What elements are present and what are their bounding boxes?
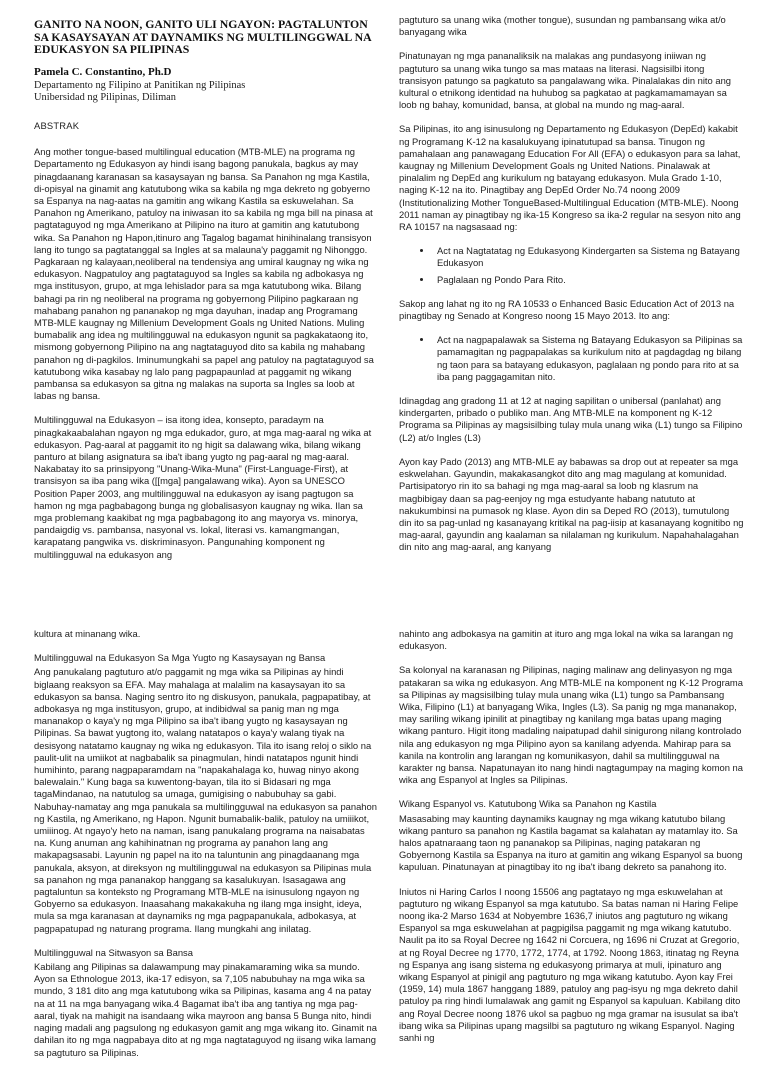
abstract-heading: ABSTRAK (34, 119, 80, 131)
affiliation-department: Departamento ng Filipino at Panitikan ng Pilipinas (34, 79, 246, 91)
body-paragraph: pagtuturo sa unang wika (mother tongue), susundan ng pambansang wika at/o banyagang wika (399, 14, 726, 38)
page1-left-column (34, 18, 379, 573)
list-item: • Act na Nagtatatag ng Edukasyong Kindergarten sa Sistema ng Batayang Edukasyon (433, 245, 744, 269)
page2-left-column (34, 628, 379, 1071)
bullet-list (399, 334, 744, 383)
body-paragraph: Masasabing may kaunting daynamiks kaugnay ng mga wikang katutubo bilang wikang panturo sa panahon ng Kastila bagamat sa kalahatan ay matamlay ito. Sa halos apatnaraang taon ng pananakop sa Pilipinas, naging patakaran ng Gobyernong Kastila sa Espanya na ituro at gamitin ang wikang Espanyol sa buong kapuluan. Pinatunayan at pinagtibay ito ng iba't ibang dekreto sa panahong ito. (399, 812, 743, 873)
body-paragraph: Pinatunayan ng mga pananaliksik na malakas ang pundasyong iniiwan ng pagtuturo sa unang wika tungo sa mas mataas na literasi. Nagsisilbi itong transisyon patungo sa pagkatuto sa pangalawang wika. Pinalalakas din nito ang kultural o etnikong identidad na huhubog sa pagkatao at pagkamamamayan sa loob ng bahay, komunidad, bansa, at global na mundo ng mag-aaral. (399, 50, 731, 111)
body-paragraph: Ang panukalang pagtuturo at/o paggamit ng mga wika sa Pilipinas ay hindi biglaang reaksyon sa EFA. May mahalaga at malalim na kasaysayan ito sa edukasyon sa bansa. Naging sentro ito ng diskusyon, panukala, pagpapatibay, at adbokasya ng mga institusyon, grupo, at indibidwal sa panig man ng mga mananakop o kaya'y ng mga Pilipino sa iba't ibang yugto ng kasaysayan ng Pilipinas. Sa bawat yugtong ito, walang natatapos o kaya'y walang tiyak na desisyong natatamo kaugnay ng wika ng edukasyon. Tila ito isang reloj o siklo na paulit-ulit na umiikot at nagbabalik sa pinagmulan, hindi natatapos ngunit hindi humihinto, parang nagpaparamdam na "napakahalaga ko, huwag ninyo akong balewalain." Kung baga sa kuwentong-bayan, tila ito si Bidasari ng mga tagaMindanao, na natutulog sa umaga, gumigising o nabubuhay sa gabi. Nabuhay-namatay ang mga panukala sa multilingguwal na edukasyon sa panahon ng Kastila, ng Amerikano, ng Hapon. Ngunit bumabalik-balik, patuloy na umiiikot, umiiinog. At ngayo'y heto na naman, isang panukalang programa na naisabatas na. Kung anuman ang kahihinatnan ng programa ay panahon lang ang makapagsasabi. Layunin ng papel na ito na taluntunin ang pinagdaanang mga panukala, aksyon, at direksyon ng multilingguwal na edukasyon sa Pilipinas mula sa panahon ng mga pananakop hanggang sa kasalukuyan. Isasagawa ang pagtaluntun sa konteksto ng Programang MTB-MLE na isinusulong ngayon ng Gobyerno sa edukasyon. Inaasahang makakakuha ng ilang mga insight, ideya, mula sa mga karanasan at daynamiks ng mga pagpapanukala, adbokasya, at pagpapatupad ng naturang programa. Ilang mungkahi ang inilatag. (34, 666, 377, 934)
continued-text: kultura at minanang wika. (34, 628, 141, 639)
body-paragraph: Multilingguwal na Edukasyon – isa itong idea, konsepto, paradaym na pinagkakaabalahan ngayon ng mga edukador, guro, at mga mag-aaral ng wika at edukasyon. Pag-aaral at paggamit ito ng higit sa dalawang wika, bilang wikang panturo at bilang asignatura sa iba't ibang yugto ng pag-aaral ng mag-aaral. Nakabatay ito sa prinsipyong "Unang-Wika-Muna" (First-Language-First), at transisyon sa iba pang wika ([[mga] pangalawang wika). Ayon sa UNESCO Position Paper 2003, ang multilingguwal na edukasyon ay isang pagtugon sa hamon ng mga pagbabagong bunga ng globalisasyon kaugnay ng wika. Ilan sa mga problemang kaakibat ng mga pagbabagong ito ang mayorya vs. minorya, pandaigdig vs. pambansa, nasyonal vs. lokal, literasi vs. kamangmangan, karapatang pangwika vs. diskriminasyon. Pangunahing komponent ng multilingguwal na edukasyon ang (34, 414, 372, 560)
affiliation-university: Unibersidad ng Pilipinas, Diliman (34, 91, 176, 103)
abstract-paragraph: Ang mother tongue-based multilingual education (MTB-MLE) na programa ng Departamento ng Edukasyon ay hindi isang bagong panukala, bagkus ay may pinagdaanang karanasan sa kasaysayan ng bansa. Sa Panahon ng mga Kastila, di-opisyal na ginamit ang katutubong wika sa kabila ng mga dekreto ng gobyerno sa Espanya na nag-aatas na gamitin ang wikang Kastila sa eskuwelahan. Sa Panahon ng Amerikano, patuloy na iniwasan ito sa kabila ng mga bill na pinasa at pagtataguyod ng mga Amerikano at Pilipino na ituro at gamitin ang katutubong wika. Sa Panahon ng Hapon,itinuro ang Tagalog bagamat hinihinalang transisyon lang ito tungo sa pagtatanggal sa Ingles at sa malauna'y paggamit ng Nihonggo. Pagkaraan ng kalayaan,neoliberal na tendensiya ang umiral kaugnay ng wika ng edukasyon. Nagpatuloy ang pagtataguyod sa Ingles sa kabila ng adbokasya ng mga institusyon, grupo, at mga lehislador para sa mga katutubong wika. Bilang bahagi pa rin ng neoliberal na programa ng gobyernong Pilipino pagkaraan ng mahabang panahon ng pananakop ng mga dayuhan, inadap ang Programang MTB-MLE kaugnay ng Millenium Development Goals ng United Nations. Muling bumabalik ang idea ng multilingguwal na edukasyon ngunit sa pagkakataong ito, mismong gobyernong Pilipino na ang nagtataguyod dito sa kabila ng mahabang panahon ng di-pagkilos. Iminumungkahi sa papel ang patuloy na pagtataguyod sa katutubong wika kasabay ng lalo pang pagpapaunlad at paggamit ng wikang pambansa sa edukasyon sa gitna ng malakas na suporta sa Ingles sa loob at labas ng bansa. (34, 146, 374, 402)
list-item: • Paglalaan ng Pondo Para Rito. (433, 274, 744, 286)
section-heading: Wikang Espanyol vs. Katutubong Wika sa Panahon ng Kastila (399, 798, 657, 810)
paper-title: GANITO NA NOON, GANITO ULI NGAYON: PAGTALUNTON SA KASAYSAYAN AT DAYNAMIKS NG MULTILINGGWAL NA EDUKASYON SA PILIPINAS (34, 17, 371, 57)
list-item: • Act na nagpapalawak sa Sistema ng Batayang Edukasyon sa Pilipinas sa pamamagitan ng pagpapalakas sa kurikulum nito at pagdagdag ng bilang ng taon para sa batayang edukasyon, paglalaan ng pondo para rito at sa iba pang paggagamitan nito. (433, 334, 744, 383)
page-2 (0, 620, 768, 1058)
body-paragraph: Sa Pilipinas, ito ang isinusulong ng Departamento ng Edukasyon (DepEd) kakabit ng Programang K-12 na kasalukuyang ipinatutupad sa bansa. Tinugon ng pamahalaan ang panawagang Education For All (EFA) o edukasyon para sa lahat, kaugnay ng Millenium Development Goals ng United Nations. Pinalawak at pinalalim ng DepEd ang kurikulum ng batayang edukasyon. Mula Grado 1-10, naging K-12 na ito. Pinagtibay ang DepEd Order No.74 noong 2009 (Institutionalizing Mother TongueBased-Multilingual Education (MTB-MLE). Noong 2011 naman ay pinagtibay ng ika-15 Kongreso sa ika-2 regular na sesyon nito ang RA 10157 na nagsasaad ng: (399, 123, 741, 233)
author-name: Pamela C. Constantino, Ph.D (34, 65, 172, 78)
body-paragraph: Sa kolonyal na karanasan ng Pilipinas, naging malinaw ang delinyasyon ng mga patakaran sa wika ng edukasyon. Ang MTB-MLE na komponent ng K-12 Programa sa Pilipinas ay magsisilbing tulay mula unang wika (L1) tungo sa Pambansang Wika, Filipino (L1) at banyagang Wika, Ingles (L3). Sa panig ng mga mananakop, may sariling wikang ipinilit at pinagtibay ng kanilang mga batas upang maging wikang panturo. Higit itong madaling naipatupad dahil sinigurong nilang kontrolado nila ang edukasyon ng mga Pilipino ayon sa kanilang adyenda. Mahirap para sa kanila na kontrolin ang larangan ng komunikasyon, dahil sa multilingguwal na karakter ng bansa. Napatunayan ito nang hindi nagtagumpay na maging komon na wika ang Espanyol at Ingles sa Pilipinas. (399, 664, 743, 786)
body-paragraph: Ayon kay Pado (2013) ang MTB-MLE ay babawas sa drop out at repeater sa mga eskwelahan. Gayundin, makakasangkot dito ang mag magulang at komunidad. Partisipatoryo rin ito sa bahagi ng mga mag-aaral sa loob ng klasrum na magbibigay daan sa pag-eenjoy ng mga estudyante habang natututo at nakukumbinsi na pumasok ng klase. Ayon din sa Deped RO (2013), tumutulong din ito sa pag-unlad ng kasanayang kritikal na pag-iisip at kasanayang kognitibo ng mag-aaral, gayundin ang kaalaman sa nilalaman ng kurikulum. Napahahalagahan din nito ang mag-aaral, ang kanyang (399, 455, 744, 553)
section-heading: Multilingguwal na Edukasyon Sa Mga Yugto ng Kasaysayan ng Bansa (34, 652, 326, 664)
body-paragraph: Iniutos ni Haring Carlos I noong 15506 ang pagtatayo ng mga eskuwelahan at pagtuturo ng wikang Espanyol sa mga katutubo. Sa batas naman ni Haring Felipe noong ika-2 Marso 1634 at Nobyembre 1636,7 iniutos ang pagtuturo ng wikang Espanyol sa mga eskuwelahan at pagpigilsa paggamit ng mga wikang katutubo. Naulit pa ito sa Royal Decree ng 1642 ni Corcuera, ng 1696 ni Cruzat at Gregorio, at ng Royal Decree ng 1770, 1772, 1774, at 1792. Noong 1863, itinatag ng Reyna ng Espanya ang isang sistema ng edukasyong primarya at muli, ipinaturo ang wikang Espanyol at pinigil ang pagtuturo ng mga wikang katutubo. Ayon kay Frei (1959, 14) mula 1867 hanggang 1889, patuloy ang pag-isyu ng mga dekreto dahil patuloy pa ring hindi lumalawak ang gamit ng Espanyol sa kapuluan. Kabilang dito ang Royal Decree noong 1876 ukol sa pagbuo ng mga gramar na isusulat sa iba't ibang wika sa Pilipinas upang magsilbi sa pagtuturo ng wikang Espanyol. Naging sanhi ng (399, 885, 741, 1044)
body-paragraph: Kabilang ang Pilipinas sa dalawampung may pinakamaraming wika sa mundo. Ayon sa Ethnologue 2013, ika-17 edisyon, sa 7,105 nabubuhay na mga wika sa mundo, 3 181 dito ang mga katutubong wika sa Pilipinas, kasama ang 4 na patay na at 11 na mga banyagang wika.4 Bagamat iba't iba ang tantiya ng mga pag-aaral, tiyak na mahigit na isandaang wika mayroon ang bansa 5 Bunga nito, hindi naging madali ang pagsulong ng edukasyon gamit ang mga wikang ito. Ginamit na dahilan ito ng mga nagpabaya dito at ng mga nagtataguyod ng iisang wika lamang sa pagtuturo sa Pilipinas. (34, 961, 377, 1058)
body-paragraph: Sakop ang lahat ng ito ng RA 10533 o Enhanced Basic Education Act of 2013 na pinagtibay ng Senado at Kongreso noong 15 Mayo 2013. Ito ang: (399, 297, 735, 322)
bullet-list (399, 245, 744, 286)
page2-right-column (399, 628, 744, 1056)
section-heading: Multilingguwal na Sitwasyon sa Bansa (34, 946, 193, 958)
page1-right-column (399, 14, 744, 566)
continued-text: nahinto ang adbokasya na gamitin at ituro ang mga lokal na wika sa larangan ng edukasyon. (399, 628, 734, 652)
body-paragraph: Idinagdag ang gradong 11 at 12 at naging sapilitan o unibersal (panlahat) ang kindergarten, pribado o publiko man. Ang MTB-MLE na komponent ng K-12 Programa sa Pilipinas ay magsisilbing tulay mula unang wika (L1) tungo sa Filipino (L2) at/o Ingles (L3) (399, 395, 743, 443)
